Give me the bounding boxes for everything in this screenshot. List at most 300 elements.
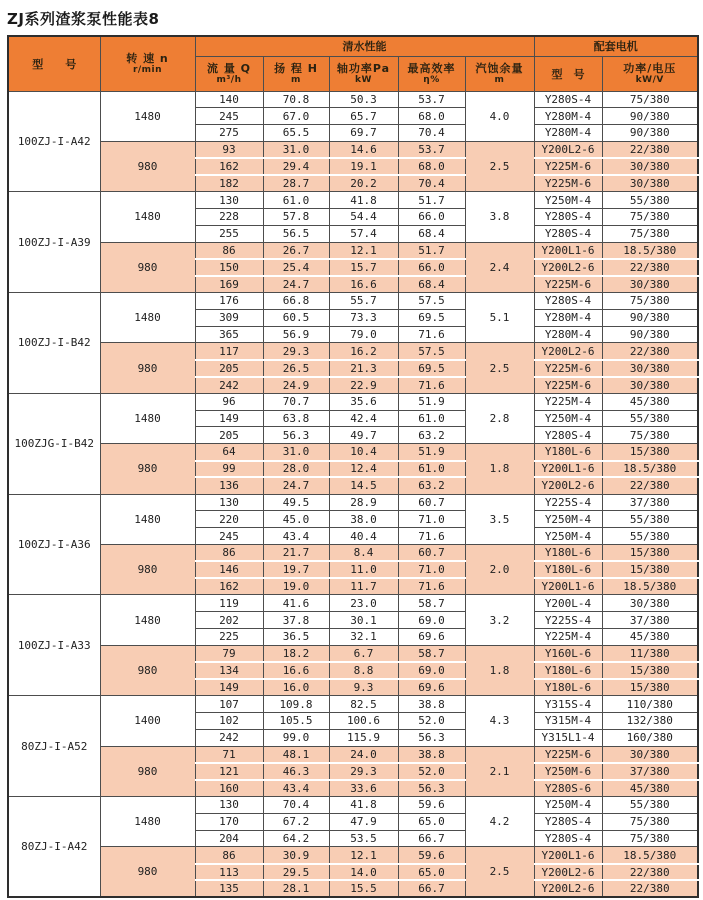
- motor-power-cell: 37/380: [602, 763, 698, 780]
- flow-cell: 121: [195, 763, 263, 780]
- npsh-header-unit: m: [494, 74, 505, 85]
- power-cell: 69.7: [329, 125, 398, 142]
- table-row: [8, 746, 698, 763]
- efficiency-cell: 52.0: [398, 763, 465, 780]
- motor-model-cell: Y250M-4: [534, 528, 602, 545]
- npsh-cell: 2.4: [465, 242, 534, 292]
- pump-model-cell: 80ZJ-I-A52: [8, 696, 100, 797]
- pump-model-cell: 100ZJG-I-B42: [8, 393, 100, 494]
- flow-cell: 228: [195, 209, 263, 226]
- efficiency-cell: 59.6: [398, 847, 465, 864]
- power-cell: 9.3: [329, 679, 398, 696]
- efficiency-cell: 56.3: [398, 729, 465, 746]
- table-row: [8, 91, 698, 108]
- motor-power-cell: 30/380: [602, 360, 698, 377]
- head-header-unit: m: [291, 74, 301, 85]
- model-header: 型 号: [8, 36, 100, 91]
- power-cell: 35.6: [329, 393, 398, 410]
- flow-cell: 119: [195, 595, 263, 612]
- power-cell: 32.1: [329, 629, 398, 646]
- npsh-header: [465, 56, 534, 91]
- efficiency-cell: 71.0: [398, 561, 465, 578]
- flow-cell: 220: [195, 511, 263, 528]
- efficiency-cell: 51.7: [398, 192, 465, 209]
- power-cell: 23.0: [329, 595, 398, 612]
- efficiency-cell: 68.4: [398, 225, 465, 242]
- page-title: ZJ系列渣浆泵性能表8: [7, 10, 160, 28]
- head-cell: 24.9: [263, 377, 329, 394]
- head-cell: 45.0: [263, 511, 329, 528]
- motor-power-cell: 55/380: [602, 796, 698, 813]
- speed-cell: 1480: [100, 393, 195, 443]
- motor-model-cell: Y180L-6: [534, 545, 602, 562]
- motor-model-cell: Y280S-4: [534, 91, 602, 108]
- power-cell: 14.5: [329, 477, 398, 494]
- efficiency-cell: 65.0: [398, 813, 465, 830]
- motor-model-cell: Y180L-6: [534, 662, 602, 679]
- npsh-cell: 4.2: [465, 796, 534, 846]
- motor-power-cell: 55/380: [602, 511, 698, 528]
- head-cell: 60.5: [263, 309, 329, 326]
- motor-power-cell: 55/380: [602, 528, 698, 545]
- flow-cell: 135: [195, 880, 263, 897]
- pump-model-cell: 100ZJ-I-A42: [8, 91, 100, 192]
- motor-model-cell: Y250M-4: [534, 796, 602, 813]
- motor-power-cell: 18.5/380: [602, 461, 698, 478]
- efficiency-cell: 58.7: [398, 645, 465, 662]
- head-cell: 66.8: [263, 293, 329, 310]
- npsh-cell: 1.8: [465, 645, 534, 695]
- flow-cell: 170: [195, 813, 263, 830]
- head-cell: 19.0: [263, 578, 329, 595]
- flow-header-name: 流 量 Q: [206, 61, 251, 75]
- power-cell: 11.0: [329, 561, 398, 578]
- motor-power-cell: 30/380: [602, 595, 698, 612]
- motor-model-cell: Y200L2-6: [534, 880, 602, 897]
- efficiency-cell: 71.0: [398, 511, 465, 528]
- power-cell: 41.8: [329, 192, 398, 209]
- speed-cell: 1400: [100, 696, 195, 746]
- speed-cell: 1480: [100, 796, 195, 846]
- motor-model-cell: Y200L1-6: [534, 242, 602, 259]
- motor-model-cell: Y280M-4: [534, 125, 602, 142]
- head-cell: 19.7: [263, 561, 329, 578]
- head-cell: 31.0: [263, 444, 329, 461]
- power-cell: 65.7: [329, 108, 398, 125]
- efficiency-cell: 57.5: [398, 343, 465, 360]
- efficiency-cell: 69.6: [398, 629, 465, 646]
- power-cell: 28.9: [329, 494, 398, 511]
- motor-model-cell: Y180L-6: [534, 444, 602, 461]
- flow-cell: 130: [195, 796, 263, 813]
- efficiency-cell: 68.0: [398, 108, 465, 125]
- power-cell: 10.4: [329, 444, 398, 461]
- head-cell: 70.7: [263, 393, 329, 410]
- power-cell: 57.4: [329, 225, 398, 242]
- efficiency-cell: 71.6: [398, 326, 465, 343]
- motor-power-cell: 90/380: [602, 326, 698, 343]
- motor-model-cell: Y250M-4: [534, 511, 602, 528]
- head-cell: 29.3: [263, 343, 329, 360]
- head-cell: 67.0: [263, 108, 329, 125]
- shaft-power-header: [329, 56, 398, 91]
- motor-power-cell: 75/380: [602, 91, 698, 108]
- efficiency-cell: 61.0: [398, 461, 465, 478]
- motor-power-cell: 75/380: [602, 427, 698, 444]
- motor-power-cell: 22/380: [602, 259, 698, 276]
- efficiency-cell: 63.2: [398, 477, 465, 494]
- motor-model-cell: Y225M-6: [534, 360, 602, 377]
- flow-cell: 64: [195, 444, 263, 461]
- power-cell: 16.2: [329, 343, 398, 360]
- efficiency-cell: 70.4: [398, 175, 465, 192]
- head-cell: 43.4: [263, 528, 329, 545]
- motor-model-cell: Y280S-4: [534, 813, 602, 830]
- flow-cell: 93: [195, 141, 263, 158]
- water-performance-header: 清水性能: [195, 36, 534, 56]
- power-cell: 82.5: [329, 696, 398, 713]
- table-row: [8, 696, 698, 713]
- efficiency-cell: 69.0: [398, 612, 465, 629]
- head-cell: 67.2: [263, 813, 329, 830]
- motor-model-cell: Y225M-4: [534, 393, 602, 410]
- table-row: [8, 595, 698, 612]
- efficiency-header-unit: η%: [423, 74, 440, 85]
- efficiency-cell: 57.5: [398, 293, 465, 310]
- motor-model-cell: Y280S-4: [534, 830, 602, 847]
- flow-cell: 149: [195, 410, 263, 427]
- head-cell: 64.2: [263, 830, 329, 847]
- motor-model-cell: Y225M-6: [534, 377, 602, 394]
- motor-model-header: 型 号: [534, 56, 602, 91]
- motor-power-cell: 22/380: [602, 141, 698, 158]
- pump-model-cell: 100ZJ-I-A39: [8, 192, 100, 293]
- head-cell: 28.7: [263, 175, 329, 192]
- efficiency-cell: 69.5: [398, 309, 465, 326]
- head-cell: 24.7: [263, 477, 329, 494]
- flow-cell: 245: [195, 528, 263, 545]
- table-row: [8, 545, 698, 562]
- flow-header-unit: m³/h: [216, 74, 242, 85]
- motor-power-cell: 15/380: [602, 545, 698, 562]
- power-cell: 19.1: [329, 158, 398, 175]
- head-cell: 48.1: [263, 746, 329, 763]
- motor-power-header-unit: kW/V: [635, 74, 664, 85]
- flow-cell: 130: [195, 494, 263, 511]
- power-cell: 55.7: [329, 293, 398, 310]
- table-row: [8, 242, 698, 259]
- motor-model-cell: Y280S-6: [534, 780, 602, 797]
- pump-model-cell: 100ZJ-I-A36: [8, 494, 100, 595]
- motor-model-cell: Y225M-4: [534, 629, 602, 646]
- table-row: [8, 847, 698, 864]
- motor-model-cell: Y315M-4: [534, 712, 602, 729]
- power-cell: 14.0: [329, 864, 398, 881]
- efficiency-cell: 70.4: [398, 125, 465, 142]
- motor-power-cell: 15/380: [602, 679, 698, 696]
- efficiency-cell: 66.7: [398, 880, 465, 897]
- power-cell: 30.1: [329, 612, 398, 629]
- power-cell: 15.5: [329, 880, 398, 897]
- head-cell: 70.4: [263, 796, 329, 813]
- motor-power-cell: 37/380: [602, 494, 698, 511]
- efficiency-cell: 56.3: [398, 780, 465, 797]
- speed-cell: 1480: [100, 595, 195, 645]
- head-cell: 99.0: [263, 729, 329, 746]
- flow-cell: 160: [195, 780, 263, 797]
- flow-cell: 86: [195, 847, 263, 864]
- head-cell: 41.6: [263, 595, 329, 612]
- speed-cell: 980: [100, 343, 195, 393]
- head-cell: 26.7: [263, 242, 329, 259]
- flow-cell: 96: [195, 393, 263, 410]
- head-cell: 43.4: [263, 780, 329, 797]
- speed-cell: 980: [100, 141, 195, 191]
- flow-cell: 149: [195, 679, 263, 696]
- shaft-power-header-name: 轴功率Pa: [336, 61, 391, 75]
- efficiency-cell: 51.9: [398, 393, 465, 410]
- power-cell: 73.3: [329, 309, 398, 326]
- speed-cell: 1480: [100, 192, 195, 242]
- speed-cell: 980: [100, 242, 195, 292]
- motor-model-cell: Y315L1-4: [534, 729, 602, 746]
- motor-model-cell: Y280M-4: [534, 326, 602, 343]
- motor-power-cell: 22/380: [602, 880, 698, 897]
- motor-power-cell: 11/380: [602, 645, 698, 662]
- table-row: [8, 293, 698, 310]
- speed-cell: 980: [100, 545, 195, 595]
- motor-model-cell: Y225S-4: [534, 612, 602, 629]
- motor-power-cell: 160/380: [602, 729, 698, 746]
- power-cell: 49.7: [329, 427, 398, 444]
- speed-header: [100, 36, 195, 91]
- power-cell: 50.3: [329, 91, 398, 108]
- speed-cell: 1480: [100, 293, 195, 343]
- motor-power-cell: 132/380: [602, 712, 698, 729]
- npsh-cell: 4.3: [465, 696, 534, 746]
- efficiency-cell: 63.2: [398, 427, 465, 444]
- motor-power-header-name: 功率/电压: [623, 61, 677, 75]
- flow-cell: 205: [195, 360, 263, 377]
- power-cell: 14.6: [329, 141, 398, 158]
- npsh-cell: 2.0: [465, 545, 534, 595]
- head-cell: 109.8: [263, 696, 329, 713]
- motor-model-cell: Y180L-6: [534, 561, 602, 578]
- power-cell: 53.5: [329, 830, 398, 847]
- head-cell: 28.0: [263, 461, 329, 478]
- power-cell: 24.0: [329, 746, 398, 763]
- motor-group-header: 配套电机: [534, 36, 698, 56]
- pump-performance-table: [7, 35, 699, 898]
- motor-power-cell: 75/380: [602, 830, 698, 847]
- flow-cell: 107: [195, 696, 263, 713]
- head-header: [263, 56, 329, 91]
- power-cell: 29.3: [329, 763, 398, 780]
- efficiency-cell: 58.7: [398, 595, 465, 612]
- pump-model-cell: 100ZJ-I-B42: [8, 293, 100, 394]
- flow-cell: 275: [195, 125, 263, 142]
- flow-cell: 242: [195, 377, 263, 394]
- power-cell: 12.1: [329, 242, 398, 259]
- head-cell: 70.8: [263, 91, 329, 108]
- flow-cell: 182: [195, 175, 263, 192]
- efficiency-cell: 60.7: [398, 545, 465, 562]
- power-cell: 100.6: [329, 712, 398, 729]
- flow-cell: 71: [195, 746, 263, 763]
- shaft-power-header-unit: kW: [355, 74, 372, 85]
- motor-power-cell: 18.5/380: [602, 578, 698, 595]
- power-cell: 115.9: [329, 729, 398, 746]
- npsh-cell: 2.5: [465, 847, 534, 897]
- motor-power-cell: 75/380: [602, 209, 698, 226]
- head-cell: 37.8: [263, 612, 329, 629]
- table-row: [8, 192, 698, 209]
- flow-cell: 99: [195, 461, 263, 478]
- power-cell: 22.9: [329, 377, 398, 394]
- motor-model-cell: Y280S-4: [534, 293, 602, 310]
- motor-power-cell: 110/380: [602, 696, 698, 713]
- motor-power-cell: 18.5/380: [602, 242, 698, 259]
- head-header-name: 扬 程 H: [274, 61, 318, 75]
- head-cell: 24.7: [263, 276, 329, 293]
- npsh-header-name: 汽蚀余量: [475, 61, 524, 75]
- efficiency-cell: 68.0: [398, 158, 465, 175]
- head-cell: 29.4: [263, 158, 329, 175]
- motor-model-cell: Y225S-4: [534, 494, 602, 511]
- power-cell: 33.6: [329, 780, 398, 797]
- flow-cell: 202: [195, 612, 263, 629]
- motor-model-cell: Y200L2-6: [534, 864, 602, 881]
- motor-power-cell: 30/380: [602, 158, 698, 175]
- efficiency-cell: 53.7: [398, 91, 465, 108]
- motor-model-cell: Y280S-4: [534, 209, 602, 226]
- motor-model-cell: Y280M-4: [534, 309, 602, 326]
- flow-cell: 117: [195, 343, 263, 360]
- motor-model-cell: Y200L1-6: [534, 847, 602, 864]
- motor-model-cell: Y200L2-6: [534, 477, 602, 494]
- power-cell: 41.8: [329, 796, 398, 813]
- motor-power-cell: 90/380: [602, 309, 698, 326]
- efficiency-header-name: 最高效率: [407, 61, 456, 75]
- efficiency-cell: 71.6: [398, 528, 465, 545]
- motor-model-cell: Y225M-6: [534, 158, 602, 175]
- head-cell: 49.5: [263, 494, 329, 511]
- npsh-cell: 2.1: [465, 746, 534, 796]
- head-cell: 16.6: [263, 662, 329, 679]
- table-row: [8, 494, 698, 511]
- motor-model-cell: Y250M-6: [534, 763, 602, 780]
- flow-cell: 162: [195, 158, 263, 175]
- efficiency-cell: 38.8: [398, 746, 465, 763]
- head-cell: 18.2: [263, 645, 329, 662]
- efficiency-cell: 59.6: [398, 796, 465, 813]
- efficiency-cell: 65.0: [398, 864, 465, 881]
- efficiency-cell: 66.0: [398, 259, 465, 276]
- power-cell: 40.4: [329, 528, 398, 545]
- table-row: [8, 444, 698, 461]
- motor-power-cell: 75/380: [602, 225, 698, 242]
- motor-power-cell: 45/380: [602, 393, 698, 410]
- head-cell: 56.9: [263, 326, 329, 343]
- flow-cell: 86: [195, 242, 263, 259]
- motor-power-header: [602, 56, 698, 91]
- head-cell: 16.0: [263, 679, 329, 696]
- flow-cell: 204: [195, 830, 263, 847]
- efficiency-cell: 66.0: [398, 209, 465, 226]
- motor-power-cell: 22/380: [602, 477, 698, 494]
- npsh-cell: 3.5: [465, 494, 534, 544]
- flow-cell: 86: [195, 545, 263, 562]
- motor-power-cell: 45/380: [602, 780, 698, 797]
- flow-cell: 113: [195, 864, 263, 881]
- table-row: [8, 645, 698, 662]
- motor-model-cell: Y200L-4: [534, 595, 602, 612]
- efficiency-cell: 71.6: [398, 377, 465, 394]
- motor-power-cell: 22/380: [602, 864, 698, 881]
- power-cell: 21.3: [329, 360, 398, 377]
- head-cell: 21.7: [263, 545, 329, 562]
- efficiency-cell: 38.8: [398, 696, 465, 713]
- head-cell: 30.9: [263, 847, 329, 864]
- motor-power-cell: 15/380: [602, 662, 698, 679]
- efficiency-cell: 69.0: [398, 662, 465, 679]
- flow-cell: 225: [195, 629, 263, 646]
- power-cell: 8.8: [329, 662, 398, 679]
- head-cell: 65.5: [263, 125, 329, 142]
- head-cell: 63.8: [263, 410, 329, 427]
- motor-model-cell: Y200L1-6: [534, 578, 602, 595]
- table-row: [8, 141, 698, 158]
- motor-power-cell: 15/380: [602, 561, 698, 578]
- motor-power-cell: 30/380: [602, 377, 698, 394]
- efficiency-cell: 68.4: [398, 276, 465, 293]
- motor-power-cell: 22/380: [602, 343, 698, 360]
- power-cell: 15.7: [329, 259, 398, 276]
- flow-cell: 365: [195, 326, 263, 343]
- flow-cell: 245: [195, 108, 263, 125]
- npsh-cell: 2.8: [465, 393, 534, 443]
- flow-cell: 134: [195, 662, 263, 679]
- motor-model-cell: Y225M-6: [534, 276, 602, 293]
- power-cell: 20.2: [329, 175, 398, 192]
- npsh-cell: 2.5: [465, 343, 534, 393]
- flow-cell: 309: [195, 309, 263, 326]
- head-cell: 56.5: [263, 225, 329, 242]
- head-cell: 56.3: [263, 427, 329, 444]
- efficiency-cell: 69.5: [398, 360, 465, 377]
- motor-model-cell: Y280M-4: [534, 108, 602, 125]
- motor-model-cell: Y225M-6: [534, 175, 602, 192]
- pump-model-cell: 80ZJ-I-A42: [8, 796, 100, 897]
- head-cell: 61.0: [263, 192, 329, 209]
- npsh-cell: 5.1: [465, 293, 534, 343]
- flow-cell: 146: [195, 561, 263, 578]
- head-cell: 36.5: [263, 629, 329, 646]
- table-row: [8, 796, 698, 813]
- motor-power-cell: 55/380: [602, 192, 698, 209]
- efficiency-header: [398, 56, 465, 91]
- flow-cell: 176: [195, 293, 263, 310]
- motor-model-cell: Y180L-6: [534, 679, 602, 696]
- motor-model-cell: Y200L1-6: [534, 461, 602, 478]
- head-cell: 29.5: [263, 864, 329, 881]
- flow-cell: 205: [195, 427, 263, 444]
- head-cell: 57.8: [263, 209, 329, 226]
- head-cell: 25.4: [263, 259, 329, 276]
- power-cell: 16.6: [329, 276, 398, 293]
- motor-model-cell: Y280S-4: [534, 427, 602, 444]
- flow-cell: 242: [195, 729, 263, 746]
